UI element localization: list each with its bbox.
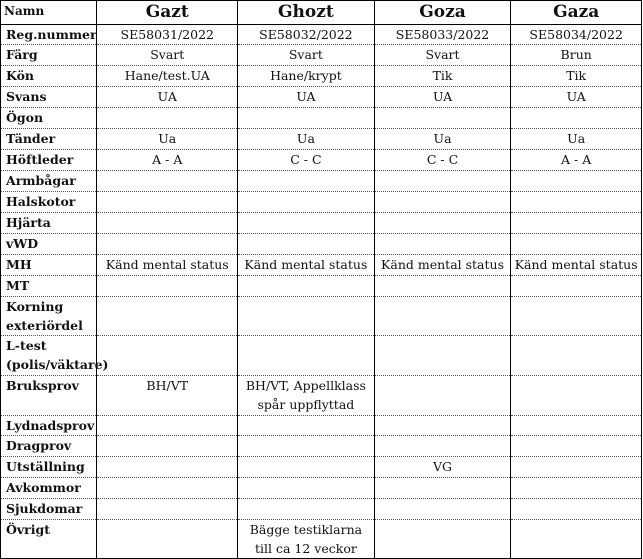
table-row: [1, 66, 642, 87]
row-label: Lydnadsprov: [1, 416, 97, 436]
cell-value: [374, 297, 511, 336]
table-row: [1, 108, 642, 129]
cell-value: Ua: [238, 129, 375, 150]
table-row: [1, 436, 642, 457]
row-label: Reg.nummer: [1, 25, 97, 45]
cell-value: SE58031/2022: [97, 25, 238, 45]
cell-value: Känd mental status: [511, 255, 642, 276]
table-row: [1, 478, 642, 499]
cell-value: Svart: [238, 45, 375, 66]
cell-value: [238, 192, 375, 213]
cell-value: [97, 336, 238, 376]
cell-value: [238, 416, 375, 436]
cell-value: UA: [238, 87, 375, 108]
cell-value: [374, 276, 511, 297]
cell-value: [511, 297, 642, 336]
cell-value: [97, 192, 238, 213]
cell-value: Tik: [374, 66, 511, 87]
row-label: Halskotor: [1, 192, 97, 213]
cell-value: [511, 336, 642, 376]
cell-value: C - C: [374, 150, 511, 171]
table-row: [1, 520, 642, 559]
cell-value: Brun: [511, 45, 642, 66]
table-row: [1, 192, 642, 213]
cell-value: Känd mental status: [238, 255, 375, 276]
cell-value: [97, 436, 238, 457]
cell-value: SE58033/2022: [374, 25, 511, 45]
cell-value: [238, 213, 375, 234]
cell-value: [511, 234, 642, 255]
dog-name-header: Gazt: [97, 1, 238, 25]
cell-value: [511, 192, 642, 213]
row-label: Korning exteriördel: [1, 297, 97, 336]
cell-value: [374, 234, 511, 255]
cell-value: [97, 276, 238, 297]
row-label: vWD: [1, 234, 97, 255]
cell-value: A - A: [97, 150, 238, 171]
cell-value: [374, 336, 511, 376]
cell-value: [97, 520, 238, 559]
cell-value: [238, 436, 375, 457]
cell-value: [97, 499, 238, 520]
cell-value: Svart: [374, 45, 511, 66]
dog-name-header: Ghozt: [238, 1, 375, 25]
cell-value: Ua: [511, 129, 642, 150]
cell-value: UA: [374, 87, 511, 108]
cell-value: Ua: [97, 129, 238, 150]
cell-value: [238, 457, 375, 478]
row-label: Avkommor: [1, 478, 97, 499]
cell-value: UA: [97, 87, 238, 108]
cell-value: [238, 234, 375, 255]
cell-value: [97, 297, 238, 336]
cell-value: BH/VT: [97, 376, 238, 416]
cell-value: [511, 276, 642, 297]
cell-value: [511, 376, 642, 416]
cell-value: A - A: [511, 150, 642, 171]
table-row: [1, 297, 642, 336]
table-row: [1, 336, 642, 376]
cell-value: [511, 213, 642, 234]
dog-name-header: Goza: [374, 1, 511, 25]
dog-name-header: Gaza: [511, 1, 642, 25]
name-column-header: Namn: [1, 1, 97, 25]
cell-value: [97, 416, 238, 436]
row-label: Armbågar: [1, 171, 97, 192]
cell-value: UA: [511, 87, 642, 108]
cell-value: [97, 457, 238, 478]
table-row: [1, 457, 642, 478]
row-label: MT: [1, 276, 97, 297]
cell-value: VG: [374, 457, 511, 478]
cell-value: Hane/test.UA: [97, 66, 238, 87]
row-label: Färg: [1, 45, 97, 66]
cell-value: [374, 436, 511, 457]
table-row: [1, 87, 642, 108]
header-row: [1, 1, 642, 25]
cell-value: [97, 234, 238, 255]
row-label: Höftleder: [1, 150, 97, 171]
cell-value: [511, 416, 642, 436]
cell-value: Hane/krypt: [238, 66, 375, 87]
cell-value: [97, 171, 238, 192]
row-label: Hjärta: [1, 213, 97, 234]
cell-value: [238, 336, 375, 376]
cell-value: [238, 171, 375, 192]
cell-value: [374, 478, 511, 499]
row-label: Tänder: [1, 129, 97, 150]
table-row: [1, 376, 642, 416]
cell-value: [97, 213, 238, 234]
table-row: [1, 213, 642, 234]
cell-value: [511, 520, 642, 559]
cell-value: Svart: [97, 45, 238, 66]
cell-value: [97, 478, 238, 499]
cell-value: [238, 499, 375, 520]
row-label: Bruksprov: [1, 376, 97, 416]
cell-value: [374, 192, 511, 213]
table-row: [1, 171, 642, 192]
cell-value: [374, 416, 511, 436]
table-row: [1, 255, 642, 276]
cell-value: [511, 478, 642, 499]
row-label: Övrigt: [1, 520, 97, 559]
row-label: Ögon: [1, 108, 97, 129]
cell-value: [511, 499, 642, 520]
table-row: [1, 276, 642, 297]
table-row: [1, 234, 642, 255]
table-row: [1, 25, 642, 45]
row-label: L-test (polis/väktare): [1, 336, 97, 376]
cell-value: [374, 213, 511, 234]
cell-value: [374, 171, 511, 192]
row-label: Kön: [1, 66, 97, 87]
cell-value: [511, 171, 642, 192]
row-label: Utställning: [1, 457, 97, 478]
cell-value: SE58034/2022: [511, 25, 642, 45]
cell-value: Ua: [374, 129, 511, 150]
cell-value: BH/VT, Appellklass spår uppflyttad: [238, 376, 375, 416]
row-label: MH: [1, 255, 97, 276]
row-label: Dragprov: [1, 436, 97, 457]
table-row: [1, 499, 642, 520]
cell-value: Känd mental status: [374, 255, 511, 276]
cell-value: Känd mental status: [97, 255, 238, 276]
cell-value: [97, 108, 238, 129]
table-row: [1, 45, 642, 66]
cell-value: [511, 457, 642, 478]
cell-value: [238, 297, 375, 336]
table-row: [1, 129, 642, 150]
cell-value: [374, 499, 511, 520]
cell-value: [511, 436, 642, 457]
cell-value: [374, 520, 511, 559]
cell-value: [238, 276, 375, 297]
cell-value: [374, 108, 511, 129]
row-label: Sjukdomar: [1, 499, 97, 520]
cell-value: Bägge testiklarna till ca 12 veckor: [238, 520, 375, 559]
table-row: [1, 416, 642, 436]
cell-value: [374, 376, 511, 416]
row-label: Svans: [1, 87, 97, 108]
cell-value: [511, 108, 642, 129]
cell-value: SE58032/2022: [238, 25, 375, 45]
cell-value: [238, 108, 375, 129]
cell-value: [238, 478, 375, 499]
cell-value: C - C: [238, 150, 375, 171]
table-row: [1, 150, 642, 171]
cell-value: Tik: [511, 66, 642, 87]
